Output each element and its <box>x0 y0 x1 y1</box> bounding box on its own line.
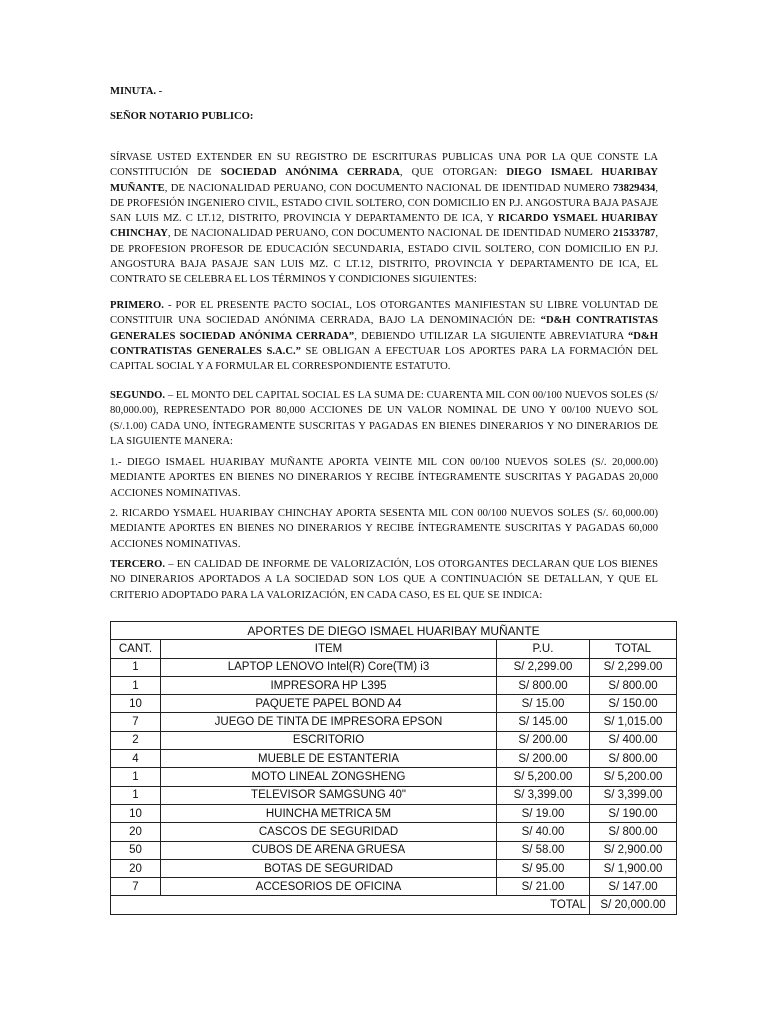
table-row <box>111 750 677 768</box>
clause-tercero: TERCERO. – EN CALIDAD DE INFORME DE VALORIZACIÓN, LOS OTORGANTES DECLARAN QUE LOS BIENES NO DINERARIOS APORTADOS A LA SOCIEDAD SON LOS QUE A CONTINUACIÓN SE DETALLAN, Y QUE EL CRITERIO ADOPTADO PARA LA VALORIZACIÓN, EN CADA CASO, ES EL QUE SE INDICA: <box>110 559 658 601</box>
cell-pu: S/ 145.00 <box>497 713 590 731</box>
cell-cant: 1 <box>111 786 161 804</box>
cell-item: JUEGO DE TINTA DE IMPRESORA EPSON <box>161 713 497 731</box>
cell-cant: 1 <box>111 768 161 786</box>
cell-pu: S/ 5,200.00 <box>497 768 590 786</box>
table-title: APORTES DE DIEGO ISMAEL HUARIBAY MUÑANTE <box>111 622 677 640</box>
cell-pu: S/ 3,399.00 <box>497 786 590 804</box>
cell-total: S/ 2,900.00 <box>590 841 677 859</box>
cell-total: S/ 2,299.00 <box>590 658 677 676</box>
cell-total: S/ 1,900.00 <box>590 859 677 877</box>
cell-cant: 1 <box>111 676 161 694</box>
heading-minuta: MINUTA. - <box>110 86 163 97</box>
cell-item: CASCOS DE SEGURIDAD <box>161 823 497 841</box>
cell-pu: S/ 2,299.00 <box>497 658 590 676</box>
table-row <box>111 713 677 731</box>
cell-cant: 20 <box>111 859 161 877</box>
cell-pu: S/ 19.00 <box>497 804 590 822</box>
table-row <box>111 859 677 877</box>
cell-item: CUBOS DE ARENA GRUESA <box>161 841 497 859</box>
cell-cant: 1 <box>111 658 161 676</box>
cell-total: S/ 800.00 <box>590 823 677 841</box>
cell-cant: 10 <box>111 695 161 713</box>
header-total: TOTAL <box>590 640 677 658</box>
clause-segundo: SEGUNDO. – EL MONTO DEL CAPITAL SOCIAL ES LA SUMA DE: CUARENTA MIL CON 00/100 NUEVOS SOLES (S/ 80,000.00), REPRESENTADO POR 80,000 ACCIONES DE UN VALOR NOMINAL DE UNO Y 00/100 NUEVO SOL (S/.1.00) CADA UNO, ÍNTEGRAMENTE SUSCRITAS Y PAGADAS EN BIENES DINERARIOS Y NO DINERARIOS DE LA SIGUIENTE MANERA: <box>110 390 658 447</box>
header-cant: CANT. <box>111 640 161 658</box>
cell-total: S/ 800.00 <box>590 676 677 694</box>
cell-pu: S/ 40.00 <box>497 823 590 841</box>
cell-item: IMPRESORA HP L395 <box>161 676 497 694</box>
table-footer-row <box>111 896 677 914</box>
aportes-table <box>110 621 677 915</box>
cell-total: S/ 400.00 <box>590 731 677 749</box>
cell-pu: S/ 58.00 <box>497 841 590 859</box>
cell-item: LAPTOP LENOVO Intel(R) Core(TM) i3 <box>161 658 497 676</box>
cell-cant: 10 <box>111 804 161 822</box>
cell-pu: S/ 21.00 <box>497 878 590 896</box>
cell-cant: 4 <box>111 750 161 768</box>
aporte-1-paragraph: 1.- DIEGO ISMAEL HUARIBAY MUÑANTE APORTA VEINTE MIL CON 00/100 NUEVOS SOLES (S/. 20,000.00) MEDIANTE APORTES EN BIENES NO DINERARIOS Y RECIBE ÍNTEGRAMENTE SUSCRITAS Y PAGADAS 20,000 ACCIONES NOMINATIVAS. <box>110 457 658 499</box>
table-row <box>111 786 677 804</box>
cell-item: TELEVISOR SAMGSUNG 40" <box>161 786 497 804</box>
header-pu: P.U. <box>497 640 590 658</box>
intro-paragraph: SÍRVASE USTED EXTENDER EN SU REGISTRO DE ESCRITURAS PUBLICAS UNA POR LA QUE CONSTE LA CONSTITUCIÓN DE SOCIEDAD ANÓNIMA CERRADA, QUE OTORGAN: DIEGO ISMAEL HUARIBAY MUÑANTE, DE NACIONALIDAD PERUANO, CON DOCUMENTO NACIONAL DE IDENTIDAD NUMERO 73829434, DE PROFESIÓN INGENIERO CIVIL, ESTADO CIVIL SOLTERO, CON DOMICILIO EN P.J. ANGOSTURA BAJA PASAJE SAN LUIS MZ. C LT.12, DISTRITO, PROVINCIA Y DEPARTAMENTO DE ICA, Y RICARDO YSMAEL HUARIBAY CHINCHAY, DE NACIONALIDAD PERUANO, CON DOCUMENTO NACIONAL DE IDENTIDAD NUMERO 21533787, DE PROFESION PROFESOR DE EDUCACIÓN SECUNDARIA, ESTADO CIVIL SOLTERO, CON DOMICILIO EN P.J. ANGOSTURA BAJA PASAJE SAN LUIS MZ. C LT.12, DISTRITO, PROVINCIA Y DEPARTAMENTO DE ICA, EL CONTRATO SE CELEBRA EL LOS TÉRMINOS Y CONDICIONES SIGUIENTES: <box>110 152 659 286</box>
cell-item: MUEBLE DE ESTANTERIA <box>161 750 497 768</box>
table-row <box>111 676 677 694</box>
table-row <box>111 695 677 713</box>
cell-total: S/ 190.00 <box>590 804 677 822</box>
table-row <box>111 823 677 841</box>
cell-pu: S/ 800.00 <box>497 676 590 694</box>
cell-total: S/ 1,015.00 <box>590 713 677 731</box>
cell-cant: 7 <box>111 713 161 731</box>
cell-item: BOTAS DE SEGURIDAD <box>161 859 497 877</box>
table-row <box>111 841 677 859</box>
cell-cant: 50 <box>111 841 161 859</box>
cell-item: HUINCHA METRICA 5M <box>161 804 497 822</box>
cell-total: S/ 147.00 <box>590 878 677 896</box>
cell-item: MOTO LINEAL ZONGSHENG <box>161 768 497 786</box>
cell-total: S/ 5,200.00 <box>590 768 677 786</box>
cell-pu: S/ 15.00 <box>497 695 590 713</box>
cell-cant: 2 <box>111 731 161 749</box>
table-row <box>111 658 677 676</box>
cell-cant: 7 <box>111 878 161 896</box>
cell-total: S/ 3,399.00 <box>590 786 677 804</box>
header-item: ITEM <box>161 640 497 658</box>
cell-item: PAQUETE PAPEL BOND A4 <box>161 695 497 713</box>
clause-primero: PRIMERO. - POR EL PRESENTE PACTO SOCIAL, LOS OTORGANTES MANIFIESTAN SU LIBRE VOLUNTAD DE CONSTITUIR UNA SOCIEDAD ANÓNIMA CERRADA, BAJO LA DENOMINACIÓN DE: “D&H CONTRATISTAS GENERALES SOCIEDAD ANÓNIMA CERRADA”, DEBIENDO UTILIZAR LA SIGUIENTE ABREVIATURA “D&H CONTRATISTAS GENERALES S.A.C.” SE OBLIGAN A EFECTUAR LOS APORTES PARA LA FORMACIÓN DEL CAPITAL SOCIAL Y A FORMULAR EL CORRESPONDIENTE ESTATUTO. <box>110 300 658 373</box>
cell-total: S/ 800.00 <box>590 750 677 768</box>
footer-total-value: S/ 20,000.00 <box>590 896 677 914</box>
cell-pu: S/ 200.00 <box>497 750 590 768</box>
cell-pu: S/ 95.00 <box>497 859 590 877</box>
cell-pu: S/ 200.00 <box>497 731 590 749</box>
table-row <box>111 731 677 749</box>
table-row <box>111 878 677 896</box>
table-title-row <box>111 622 677 640</box>
table-row <box>111 804 677 822</box>
table-row <box>111 768 677 786</box>
cell-item: ESCRITORIO <box>161 731 497 749</box>
table-header-row <box>111 640 677 658</box>
cell-item: ACCESORIOS DE OFICINA <box>161 878 497 896</box>
cell-total: S/ 150.00 <box>590 695 677 713</box>
heading-notario: SEÑOR NOTARIO PUBLICO: <box>110 111 254 122</box>
cell-cant: 20 <box>111 823 161 841</box>
footer-total-label: TOTAL <box>111 896 590 914</box>
aporte-2-paragraph: 2. RICARDO YSMAEL HUARIBAY CHINCHAY APORTA SESENTA MIL CON 00/100 NUEVOS SOLES (S/. 60,000.00) MEDIANTE APORTES EN BIENES NO DINERARIOS Y RECIBE ÍNTEGRAMENTE SUSCRITAS Y PAGADAS 60,000 ACCIONES NOMINATIVAS. <box>110 508 658 550</box>
